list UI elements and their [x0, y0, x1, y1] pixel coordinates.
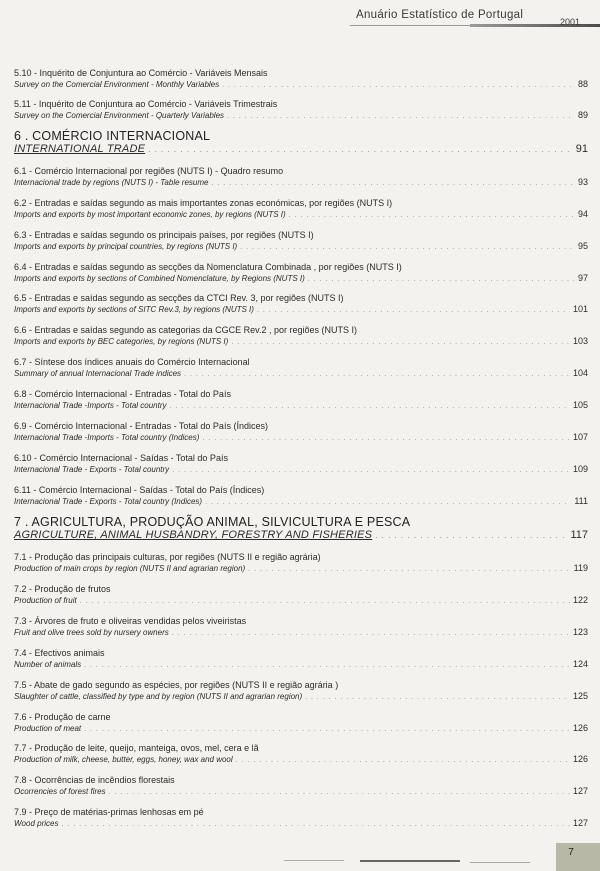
- toc-entry-title-pt: 7.2 - Produção de frutos: [14, 584, 111, 594]
- toc-entry[interactable]: [14, 743, 588, 766]
- toc-entry-title-en: Survey on the Comercial Environment - Quarterly Variables: [14, 111, 225, 120]
- dot-leader: [231, 338, 570, 348]
- toc-entry-page: 105: [572, 400, 588, 410]
- toc-entry[interactable]: [14, 807, 588, 830]
- toc-entry-title-pt: 6.3 - Entradas e saídas segundo os principais países, por regiões (NUTS I): [14, 230, 314, 240]
- page-header: [0, 0, 600, 40]
- dot-leader: [308, 275, 575, 285]
- toc-entry[interactable]: [14, 198, 588, 221]
- toc-section[interactable]: [14, 129, 588, 156]
- dot-leader: [222, 81, 575, 91]
- toc-entry-title-en: Summary of annual Internacional Trade indices: [14, 369, 182, 378]
- dot-leader: [170, 402, 570, 412]
- toc-entry-title-en: Imports and exports by most important economic zones, by regions (NUTS I): [14, 210, 286, 219]
- dot-leader: [257, 306, 570, 316]
- toc-entry-page: 126: [572, 723, 588, 733]
- toc-entry[interactable]: [14, 421, 588, 444]
- dot-leader: [109, 788, 570, 798]
- toc-entry-title-pt: 5.11 - Inquérito de Conjuntura ao Comércio - Variáveis Trimestrais: [14, 99, 278, 109]
- toc-entry[interactable]: [14, 325, 588, 348]
- toc-entry-title-pt: 7.3 - Árvores de fruto e oliveiras vendidas pelos viveiristas: [14, 616, 247, 626]
- dot-leader: [227, 112, 575, 122]
- toc-entry-title-en: Production of meat: [14, 724, 82, 733]
- page-number-tab: [556, 843, 600, 871]
- toc-section-page: 117: [570, 529, 588, 541]
- toc-entry-page: 97: [577, 273, 588, 283]
- toc-entry-page: 104: [572, 368, 588, 378]
- toc-entry[interactable]: [14, 775, 588, 798]
- toc-entry-title-pt: 6.10 - Comércio Internacional - Saídas - Total do País: [14, 453, 228, 463]
- toc-entry-page: 119: [573, 563, 588, 573]
- toc-entry-title-en: Internacional Trade -Imports - Total country (Indices): [14, 433, 200, 442]
- toc-entry-title-pt: 6.4 - Entradas e saídas segundo as secções da Nomenclatura Combinada , por regiões (NUTS I): [14, 262, 402, 272]
- toc-section-title-en: AGRICULTURE, ANIMAL HUSBANDRY, FORESTRY AND FISHERIES: [14, 529, 373, 541]
- toc-entry-title-pt: 6.7 - Síntese dos índices anuais do Comércio Internacional: [14, 357, 250, 367]
- toc-entry[interactable]: [14, 485, 588, 508]
- dot-leader: [184, 370, 570, 380]
- toc-entry[interactable]: [14, 616, 588, 639]
- dot-leader: [148, 143, 573, 156]
- toc-entry[interactable]: [14, 99, 588, 122]
- toc-section[interactable]: [14, 515, 588, 542]
- toc-entry-title-pt: 7.8 - Ocorrências de incêndios florestais: [14, 775, 175, 785]
- toc-entry-title-pt: 6.6 - Entradas e saídas segundo as categorias da CGCE Rev.2 , por regiões (NUTS I): [14, 325, 357, 335]
- toc-entry-title-pt: 7.9 - Preço de matérias-primas lenhosas em pé: [14, 807, 204, 817]
- toc-entry-title-en: Imports and exports by sections of SITC Rev.3, by regions (NUTS I): [14, 305, 254, 314]
- toc-entry-title-pt: 7.6 - Produção de carne: [14, 712, 111, 722]
- toc-entry-title-pt: 7.5 - Abate de gado segundo as espécies, por regiões (NUTS II e região agrária ): [14, 680, 339, 690]
- toc-entry-page: 89: [577, 110, 588, 120]
- toc-entry-page: 88: [577, 79, 588, 89]
- toc-entry-page: 123: [572, 627, 588, 637]
- toc-entry-title-en: Production of fruit: [14, 596, 77, 605]
- toc-section-title-pt: 6 . COMÉRCIO INTERNACIONAL: [14, 129, 211, 143]
- toc-entry[interactable]: [14, 453, 588, 476]
- toc-entry-title-en: Internacional Trade - Exports - Total country: [14, 465, 170, 474]
- toc-entry-title-en: Imports and exports by sections of Combined Nomenclature, by Regions (NUTS I): [14, 274, 305, 283]
- toc-entry-title-en: Imports and exports by principal countries, by regions (NUTS I): [14, 242, 238, 251]
- toc-entry-title-pt: 7.1 - Produção das principais culturas, por regiões (NUTS II e região agrária): [14, 552, 321, 562]
- footer-rule: [360, 860, 460, 862]
- toc-entry-page: 127: [572, 786, 588, 796]
- dot-leader: [205, 498, 571, 508]
- dot-leader: [236, 756, 570, 766]
- toc-entry-title-en: Slaughter of cattle, classified by type and by region (NUTS II and agrarian region): [14, 692, 303, 701]
- toc-entry-page: 122: [572, 595, 588, 605]
- toc-entry-page: 111: [574, 496, 588, 506]
- toc-entry-title-en: Internacional Trade - Exports - Total country (Indices): [14, 497, 203, 506]
- dot-leader: [248, 565, 570, 575]
- toc-entry-title-pt: 7.7 - Produção de leite, queijo, manteiga, ovos, mel, cera e lã: [14, 743, 259, 753]
- toc-entry-title-pt: 6.1 - Comércio Internacional por regiões (NUTS I) - Quadro resumo: [14, 166, 284, 176]
- toc-entry-title-pt: 5.10 - Inquérito de Conjuntura ao Comércio - Variáveis Mensais: [14, 68, 268, 78]
- toc-entry-title-en: Production of milk, cheese, butter, eggs, honey, wax and wool: [14, 755, 233, 764]
- toc-entry[interactable]: [14, 712, 588, 735]
- toc-section-page: 91: [575, 143, 588, 155]
- toc-entry-title-en: Number of animals: [14, 660, 82, 669]
- dot-leader: [172, 466, 570, 476]
- toc-entry-title-en: Internacional Trade -Imports - Total country: [14, 401, 167, 410]
- header-rule-accent: [470, 24, 600, 27]
- toc-entry-title-pt: 7.4 - Efectivos animais: [14, 648, 105, 658]
- toc-section-title-pt: 7 . AGRICULTURA, PRODUÇÃO ANIMAL, SILVICULTURA E PESCA: [14, 515, 411, 529]
- toc-entry[interactable]: [14, 166, 588, 189]
- dot-leader: [375, 529, 567, 542]
- toc-entry-title-en: Ocorrencies of forest fires: [14, 787, 106, 796]
- page-number: 7: [568, 847, 574, 858]
- toc-entry[interactable]: [14, 68, 588, 91]
- toc-entry-page: 127: [572, 818, 588, 828]
- toc-entry[interactable]: [14, 680, 588, 703]
- toc-section-title-en: INTERNATIONAL TRADE: [14, 143, 146, 155]
- footer-rule: [470, 862, 530, 863]
- toc-entry[interactable]: [14, 389, 588, 412]
- dot-leader: [289, 211, 575, 221]
- toc-entry-page: 95: [577, 241, 588, 251]
- toc-entry[interactable]: [14, 262, 588, 285]
- publication-title: Anuário Estatístico de Portugal: [356, 9, 524, 21]
- publication-year: 2001: [560, 17, 581, 27]
- toc-entry-title-en: Internacional trade by regions (NUTS I) - Table resume: [14, 178, 209, 187]
- toc-entry-page: 103: [572, 336, 588, 346]
- dot-leader: [172, 629, 570, 639]
- toc-entry-title-en: Wood prices: [14, 819, 59, 828]
- toc-entry[interactable]: [14, 293, 588, 316]
- dot-leader: [305, 693, 570, 703]
- dot-leader: [84, 725, 570, 735]
- toc-entry[interactable]: [14, 357, 588, 380]
- toc-entry[interactable]: [14, 552, 588, 575]
- toc-entry-page: 93: [577, 177, 588, 187]
- toc-entry-title-en: Survey on the Comercial Environment - Monthly Variables: [14, 80, 220, 89]
- toc-entry[interactable]: [14, 230, 588, 253]
- dot-leader: [61, 820, 570, 830]
- dot-leader: [202, 434, 570, 444]
- dot-leader: [240, 243, 575, 253]
- toc-entry-title-en: Production of main crops by region (NUTS II and agrarian region): [14, 564, 246, 573]
- toc-entry-page: 94: [577, 209, 588, 219]
- toc-entry-page: 109: [572, 464, 588, 474]
- toc-entry-title-en: Fruit and olive trees sold by nursery owners: [14, 628, 169, 637]
- toc-entry-title-pt: 6.2 - Entradas e saídas segundo as mais importantes zonas económicas, por regiões (NUTS I): [14, 198, 393, 208]
- dot-leader: [84, 661, 570, 671]
- toc-entry[interactable]: [14, 584, 588, 607]
- footer-rule: [284, 860, 344, 861]
- toc-entry-title-pt: 6.9 - Comércio Internacional - Entradas - Total do País (Índices): [14, 421, 268, 431]
- toc-entry-page: 126: [572, 754, 588, 764]
- dot-leader: [211, 179, 575, 189]
- dot-leader: [80, 597, 570, 607]
- toc-entry-title-pt: 6.11 - Comércio Internacional - Saídas - Total do País (Índices): [14, 485, 265, 495]
- toc-entry-page: 124: [572, 659, 588, 669]
- toc-entry-page: 101: [572, 304, 588, 314]
- toc-entry-title-pt: 6.8 - Comércio Internacional - Entradas - Total do País: [14, 389, 231, 399]
- toc-entry-page: 125: [572, 691, 588, 701]
- toc-entry-title-en: Imports and exports by BEC categories, by regions (NUTS I): [14, 337, 229, 346]
- toc-entry-title-pt: 6.5 - Entradas e saídas segundo as secções da CTCI Rev. 3, por regiões (NUTS I): [14, 293, 344, 303]
- toc-entry-page: 107: [572, 432, 588, 442]
- toc-entry[interactable]: [14, 648, 588, 671]
